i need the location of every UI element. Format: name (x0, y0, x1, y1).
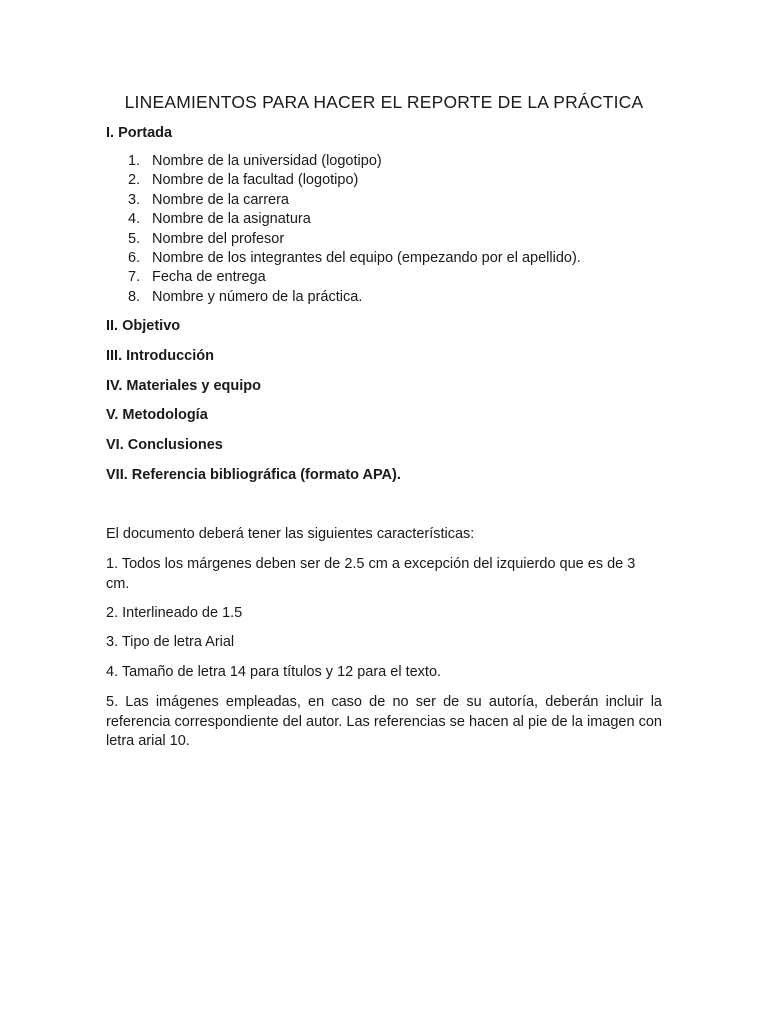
characteristic-font-type: 3. Tipo de letra Arial (106, 634, 235, 650)
characteristics-intro: El documento deberá tener las siguientes características: (106, 526, 475, 542)
section-heading-introduccion: III. Introducción (106, 348, 214, 364)
list-item: 1. Nombre de la universidad (logotipo) (128, 153, 382, 169)
section-heading-metodologia: V. Metodología (106, 407, 208, 423)
section-heading-conclusiones: VI. Conclusiones (106, 437, 223, 453)
section-heading-objetivo: II. Objetivo (106, 318, 181, 334)
list-item: 2. Nombre de la facultad (logotipo) (128, 172, 359, 189)
list-item: 4. Nombre de la asignatura (128, 211, 311, 228)
list-item: 7. Fecha de entrega (128, 269, 266, 286)
characteristic-line-spacing: 2. Interlineado de 1.5 (106, 605, 243, 621)
characteristic-images: 5. Las imágenes empleadas, en caso de no ser de su autoría, deberán incluir la referencia correspondiente del autor. Las referencias se hacen al pie de la imagen con letra arial 10. (106, 694, 662, 750)
list-item: 5. Nombre del profesor (128, 230, 285, 247)
list-item: 6. Nombre de los integrantes del equipo (empezando por el apellido). (128, 250, 581, 267)
characteristic-font-size: 4. Tamaño de letra 14 para títulos y 12 para el texto. (106, 664, 442, 680)
list-item: 3. Nombre de la carrera (128, 191, 289, 208)
portada-list (106, 152, 581, 307)
section-heading-portada: I. Portada (106, 125, 173, 141)
section-heading-referencia: VII. Referencia bibliográfica (formato APA). (106, 467, 401, 483)
page-title: LINEAMIENTOS PARA HACER EL REPORTE DE LA PRÁCTICA (124, 92, 644, 112)
characteristic-margins: 1. Todos los márgenes deben ser de 2.5 cm a excepción del izquierdo que es de 3 cm. (106, 556, 636, 592)
section-heading-materiales: IV. Materiales y equipo (106, 378, 261, 394)
list-item: 8. Nombre y número de la práctica. (128, 288, 363, 305)
